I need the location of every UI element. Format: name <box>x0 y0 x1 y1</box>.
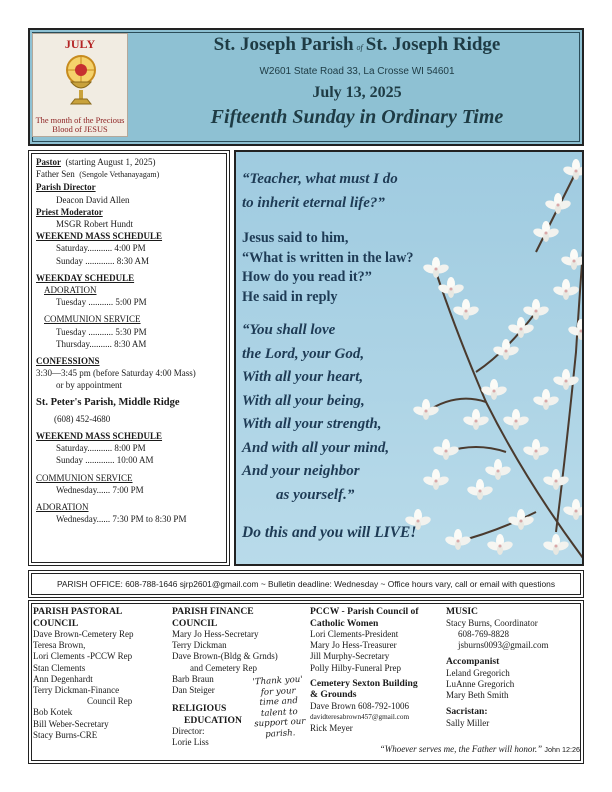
scripture-line: And with all your mind, <box>242 439 390 456</box>
list-item: Ann Degenhardt <box>33 673 93 684</box>
sp-comm-wed: Wednesday...... 7:00 PM <box>56 484 144 495</box>
sp-communion-label: COMMUNION SERVICE <box>36 472 133 483</box>
communion-tue: Tuesday ........... 5:30 PM <box>56 326 147 337</box>
scripture-line: “What is written in the law? <box>242 249 414 266</box>
pastor-name: Father Sen <box>36 169 75 180</box>
thank-line: parish. <box>265 727 296 740</box>
confessions-label: CONFESSIONS <box>36 356 100 367</box>
communion-label: COMMUNION SERVICE <box>44 314 141 325</box>
list-item: Teresa Brown, <box>33 640 86 651</box>
parish-office-bar <box>28 570 584 598</box>
list-item: Leland Gregorich <box>446 667 510 678</box>
scripture-line: Jesus said to him, <box>242 230 349 246</box>
communion-thu: Thursday.......... 8:30 AM <box>56 338 147 349</box>
scripture-line: With all your strength, <box>242 416 382 432</box>
confessions-time: 3:30—3:45 pm (before Saturday 4:00 Mass) <box>36 368 196 379</box>
pastor-label: Pastor <box>36 157 61 167</box>
list-item: Bill Weber-Secretary <box>33 718 109 729</box>
music-coord: Stacy Burns, Coordinator <box>446 617 538 628</box>
music-phone: 608-769-8828 <box>458 628 509 639</box>
list-item: Lori Clements-President <box>310 629 399 639</box>
schedule-panel <box>28 150 230 566</box>
list-item: Dan Steiger <box>172 685 215 696</box>
parish-title <box>130 34 584 56</box>
scripture-line: How do you read it?” <box>242 269 372 285</box>
scripture-panel <box>234 150 584 566</box>
scripture-line: as yourself.” <box>276 486 355 503</box>
adoration-tue: Tuesday ........... 5:00 PM <box>56 297 147 308</box>
liturgical-sunday: Fifteenth Sunday in Ordinary Time <box>210 106 504 128</box>
pastoral-title-a: PARISH PASTORAL <box>33 606 123 617</box>
parish-of: of <box>356 43 363 52</box>
pastoral-title-b: COUNCIL <box>33 617 79 629</box>
accompanist-title: Accompanist <box>446 656 500 668</box>
pccw-council <box>310 606 442 734</box>
closing-quote <box>318 744 580 754</box>
parish-name-b: St. Joseph Ridge <box>365 34 501 55</box>
priest-moderator: MSGR Robert Hundt <box>56 219 134 230</box>
scripture-line: “You shall love <box>242 322 336 338</box>
pastor-full: (Sengole Vethanayagam) <box>79 170 160 180</box>
thank-line: talent to <box>260 706 298 719</box>
parish-name-a: St. Joseph Parish <box>213 34 354 55</box>
sacristan-title: Sacristan: <box>446 706 488 718</box>
quote-text: “Whoever serves me, the Father will honor.” <box>379 744 543 754</box>
list-item: Council Rep <box>87 696 133 707</box>
music-email: jsburns0093@gmail.com <box>458 639 549 650</box>
parish-director: Deacon David Allen <box>56 194 130 205</box>
scripture-line: He said in reply <box>242 288 338 305</box>
scripture-closing: Do this and you will LIVE! <box>242 524 417 541</box>
pastor-note: (starting August 1, 2025) <box>65 157 156 167</box>
list-item: LuAnne Gregorich <box>446 678 515 689</box>
sacristan-name: Sally Miller <box>446 717 490 728</box>
list-item: Stan Clements <box>33 662 86 673</box>
list-item: Dave Brown-Cemetery Rep <box>33 629 134 639</box>
re-director: Lorie Liss <box>172 737 209 748</box>
scripture-line: “Teacher, what must I do <box>242 171 398 187</box>
quote-ref: John 12:26 <box>544 745 580 754</box>
weekend-sat: Saturday........... 4:00 PM <box>56 243 146 254</box>
finance-title-a: PARISH FINANCE <box>172 606 254 617</box>
list-item: Mary Jo Hess-Secretary <box>172 629 259 639</box>
re-title-a: RELIGIOUS <box>172 703 227 715</box>
list-item: and Cemetery Rep <box>190 662 257 673</box>
parish-director-label: Parish Director <box>36 182 96 193</box>
july-logo <box>32 33 128 137</box>
list-item: Polly Hilby-Funeral Prep <box>310 662 401 673</box>
stpeter-phone: (608) 452-4680 <box>54 413 111 424</box>
music-title: MUSIC <box>446 606 478 617</box>
list-item: Dave Brown-(Bldg & Grnds) <box>172 651 278 662</box>
thank-line: support our <box>253 716 306 730</box>
list-item: Jill Murphy-Secretary <box>310 651 390 662</box>
list-item: Mary Jo Hess-Treasurer <box>310 640 397 651</box>
scripture-line: And your neighbor <box>242 463 360 479</box>
re-title-b: EDUCATION <box>184 714 242 726</box>
stpeter-title: St. Peter's Parish, Middle Ridge <box>36 396 180 408</box>
list-item: Mary Beth Smith <box>446 690 509 701</box>
finance-title-b: COUNCIL <box>172 617 218 629</box>
re-director-label: Director: <box>172 726 205 737</box>
weekend-sun: Sunday ............. 8:30 AM <box>56 255 150 266</box>
list-item: Terry Dickman <box>172 640 227 651</box>
thank-line: time and <box>259 696 299 709</box>
scripture-line: the Lord, your God, <box>242 345 365 362</box>
pastoral-council <box>33 606 169 741</box>
logo-month: JULY <box>64 37 96 51</box>
bulletin-date: July 13, 2025 <box>312 84 402 101</box>
parish-office-text: PARISH OFFICE: 608-788-1646 sjrp2601@gmail.com ~ Bulletin deadline: Wednesday ~ Office hours vary, call or email with questions <box>31 573 581 595</box>
sp-sat: Saturday........... 8:00 PM <box>56 443 146 454</box>
scripture-line: With all your heart, <box>242 369 364 385</box>
scripture-text <box>242 168 416 545</box>
pccw-title-b: Catholic Women <box>310 617 379 629</box>
priest-moderator-label: Priest Moderator <box>36 206 103 217</box>
sp-adoration-label: ADORATION <box>36 502 89 513</box>
thank-line: 'Thank you' <box>252 674 303 688</box>
thank-you-note <box>246 674 311 740</box>
music-section <box>446 606 580 729</box>
sexton-name: Dave Brown 608-792-1006 <box>310 700 409 711</box>
list-item: Stacy Burns-CRE <box>33 729 98 740</box>
parish-address: W2601 State Road 33, La Crosse WI 54601 <box>259 66 455 77</box>
scripture-line: With all your being, <box>242 392 365 409</box>
logo-caption: The month of the Precious Blood of JESUS <box>35 116 125 134</box>
sexton-title-b: & Grounds <box>310 689 357 701</box>
weekend-mass-label: WEEKEND MASS SCHEDULE <box>36 231 163 242</box>
adoration-label: ADORATION <box>44 285 97 296</box>
weekday-label: WEEKDAY SCHEDULE <box>36 272 135 283</box>
thank-line: for your <box>260 685 296 698</box>
chalice-icon <box>55 52 107 110</box>
list-item: Terry Dickman-Finance <box>33 685 120 696</box>
sexton-title-a: Cemetery Sexton Building <box>310 677 418 689</box>
sexton-2: Rick Meyer <box>310 723 353 734</box>
list-item: Barb Braun <box>172 673 214 684</box>
list-item: Lori Clements -PCCW Rep <box>33 651 133 662</box>
sexton-email: davidteresabrown457@gmail.com <box>310 713 410 722</box>
list-item: Bob Kotek <box>33 707 73 718</box>
sp-sun: Sunday ............. 10:00 AM <box>56 455 154 466</box>
pccw-title-a: PCCW - Parish Council of <box>310 606 419 617</box>
sp-adoration-wed: Wednesday...... 7:30 PM to 8:30 PM <box>56 514 187 525</box>
sp-weekend-label: WEEKEND MASS SCHEDULE <box>36 431 163 442</box>
scripture-line: to inherit eternal life?” <box>242 194 385 211</box>
confessions-appt: or by appointment <box>56 380 122 391</box>
